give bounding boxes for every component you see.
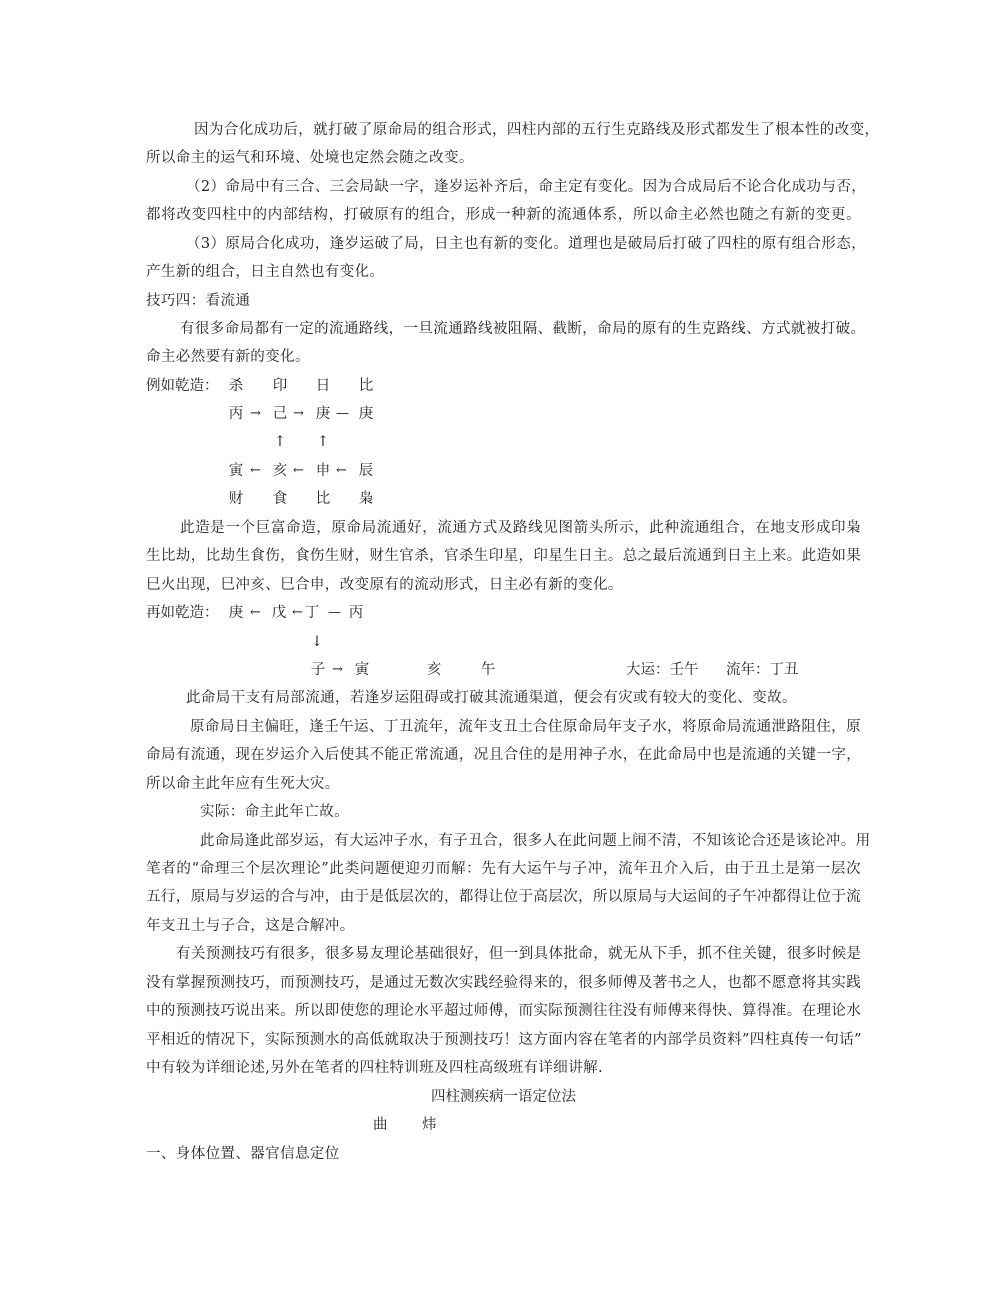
left-arrow-icon: ← — [250, 463, 261, 478]
ten-god-label: 食 — [272, 491, 288, 507]
paragraph-line: 所以命主此年应有生死大灾。 — [146, 776, 340, 792]
example2-label: 再如乾造： — [146, 605, 219, 621]
earthly-branch: 申 — [315, 463, 331, 479]
right-arrow-icon: → — [293, 406, 304, 421]
liunian-label: 流年：丁丑 — [726, 662, 799, 678]
dash-link-icon: — — [328, 605, 341, 620]
ten-god-label: 枭 — [358, 491, 374, 507]
left-arrow-icon: ← — [292, 605, 303, 620]
paragraph-line: 此造是一个巨富命造，原命局流通好，流通方式及路线见图箭头所示，此种流通组合，在地支形成印枭 — [180, 520, 861, 536]
paragraph-line: 命局有流通，现在岁运介入后使其不能正常流通，况且合住的是用神子水，在此命局中也是流通的关键一字， — [146, 747, 862, 763]
earthly-branch: 辰 — [358, 463, 374, 479]
paragraph-line: 产生新的组合，日主自然也有变化。 — [146, 264, 385, 280]
up-arrow-icon: ↑ — [273, 434, 287, 450]
paragraph-line: 此命局逢此部岁运，有大运冲子水，有子丑合，很多人在此问题上闹不清，不知该论合还是该论冲。用 — [200, 833, 871, 849]
dayun-label: 大运：壬午 — [626, 662, 699, 678]
left-arrow-icon: ← — [250, 605, 261, 620]
paragraph-line: 此命局干支有局部流通，若逢岁运阻碍或打破其流通渠道，便会有灾或有较大的变化、变故。 — [186, 690, 797, 706]
ten-god-label: 日 — [315, 378, 331, 394]
heavenly-stem: 庚 — [228, 605, 244, 621]
section-title: 四柱测疾病一语定位法 — [431, 1089, 576, 1105]
paragraph-line: 因为合化成功后，就打破了原命局的组合形式，四柱内部的五行生克路线及形式都发生了根本性的改变， — [194, 122, 880, 138]
earthly-branch: 子 — [310, 662, 326, 678]
earthly-branch: 寅 — [354, 662, 370, 678]
paragraph-line: 有关预测技巧有很多，很多易友理论基础很好，但一到具体批命，就无从下手，抓不住关键，很多时候是 — [176, 946, 862, 962]
heavenly-stem: 戊 — [271, 605, 287, 621]
ten-god-label: 财 — [228, 491, 244, 507]
author-name-part: 曲 — [373, 1117, 388, 1133]
heavenly-stem: 丙 — [348, 605, 364, 621]
subsection-heading: 一、身体位置、器官信息定位 — [146, 1146, 340, 1162]
ten-god-label: 比 — [315, 491, 331, 507]
paragraph-line: 都将改变四柱中的内部结构，打破原有的组合，形成一种新的流通体系，所以命主必然也随之有新的变更。 — [146, 207, 861, 223]
ten-god-label: 印 — [272, 378, 288, 394]
author-name-part: 炜 — [422, 1117, 437, 1133]
paragraph-line: 命主必然要有新的变化。 — [146, 349, 310, 365]
paragraph-line: 实际：命主此年亡故。 — [200, 804, 349, 820]
earthly-branch: 寅 — [228, 463, 244, 479]
earthly-branch: 亥 — [426, 662, 442, 678]
heavenly-stem: 丁 — [304, 605, 320, 621]
ten-god-label: 杀 — [228, 378, 244, 394]
paragraph-line: （2）命局中有三合、三会局缺一字，逢岁运补齐后，命主定有变化。因为合成局后不论合化成功与否， — [186, 179, 867, 195]
down-arrow-icon: ↓ — [310, 634, 324, 650]
paragraph-line: （3）原局合化成功，逢岁运破了局，日主也有新的变化。道理也是破局后打破了四柱的原有组合形态， — [186, 236, 867, 252]
section-heading: 技巧四：看流通 — [146, 293, 251, 309]
paragraph-line: 没有掌握预测技巧，而预测技巧，是通过无数次实践经验得来的，很多师傅及著书之人，也都不愿意将其实践 — [146, 975, 862, 991]
paragraph-line: 平相近的情况下，实际预测水的高低就取决于预测技巧！这方面内容在笔者的内部学员资料”四柱真传一句话” — [146, 1032, 862, 1048]
paragraph-line: 中有较为详细论述,另外在笔者的四柱特训班及四柱高级班有详细讲解. — [146, 1060, 604, 1076]
dash-link-icon: — — [336, 406, 349, 421]
earthly-branch: 亥 — [272, 463, 288, 479]
paragraph-line: 原命局日主偏旺，逢壬午运、丁丑流年，流年支丑土合住原命局年支子水，将原命局流通泄路阻住，原 — [190, 719, 861, 735]
paragraph-line: 年支丑土与子合，这是合解冲。 — [146, 918, 355, 934]
paragraph-line: 生比劫，比劫生食伤，食伤生财，财生官杀，官杀生印星，印星生日主。总之最后流通到日主上来。此造如果 — [146, 548, 862, 564]
earthly-branch: 午 — [480, 662, 496, 678]
ten-god-label: 比 — [358, 378, 374, 394]
example1-label: 例如乾造： — [146, 378, 219, 394]
paragraph-line: 所以命主的运气和环境、处境也定然会随之改变。 — [146, 150, 474, 166]
right-arrow-icon: → — [250, 406, 261, 421]
heavenly-stem: 丙 — [228, 406, 244, 422]
left-arrow-icon: ← — [336, 463, 347, 478]
right-arrow-icon: → — [332, 662, 343, 677]
paragraph-line: 笔者的“命理三个层次理论”此类问题便迎刃而解：先有大运午与子冲，流年丑介入后，由于丑土是第一层次 — [146, 861, 861, 877]
paragraph-line: 有很多命局都有一定的流通路线，一旦流通路线被阻隔、截断，命局的原有的生克路线、方式就被打破。 — [180, 321, 866, 337]
paragraph-line: 中的预测技巧说出来。所以即使您的理论水平超过师傅，而实际预测往往没有师傅来得快、算得准。在理论水 — [146, 1003, 862, 1019]
up-arrow-icon: ↑ — [316, 434, 330, 450]
left-arrow-icon: ← — [293, 463, 304, 478]
heavenly-stem: 庚 — [358, 406, 374, 422]
paragraph-line: 五行，原局与岁运的合与冲，由于是低层次的，都得让位于高层次，所以原局与大运间的子午冲都得让位于流 — [146, 889, 862, 905]
heavenly-stem: 庚 — [315, 406, 331, 422]
heavenly-stem: 己 — [272, 406, 288, 422]
paragraph-line: 巳火出现，巳冲亥、巳合申，改变原有的流动形式，日主必有新的变化。 — [146, 577, 623, 593]
